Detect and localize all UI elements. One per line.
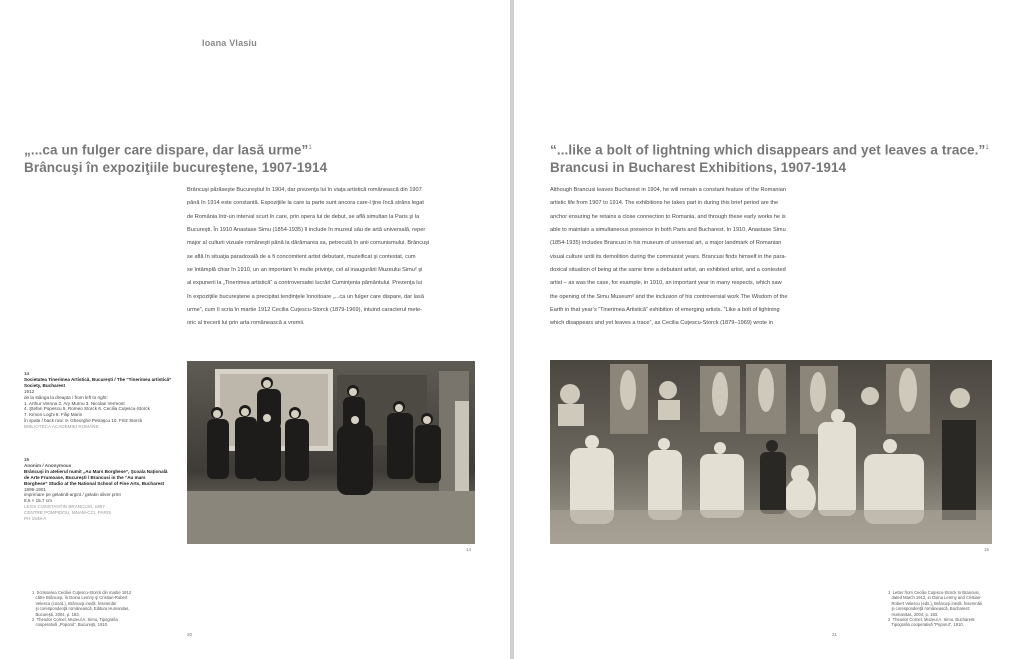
caption-year: 1912 — [24, 388, 35, 394]
caption-number: 15 — [24, 457, 30, 462]
left-page — [0, 0, 510, 659]
body-line: (1854-1935) includes Brancusi in his museum of universal art, a major landmark of Romanian — [550, 240, 782, 247]
title-footnote-ref: 1 — [308, 145, 312, 151]
page-number-right: 21 — [832, 632, 838, 637]
footnote-line: 2 Theodor Cornel, Muzeul A. Simu, Tipografia — [32, 617, 118, 623]
body-line: visual culture until its demolition during the communist years. Brancusi finds himself in the para- — [550, 253, 787, 260]
footnote-line: şi corespondenţă românească, Editura Humanitas, — [32, 606, 130, 612]
body-line: Although Brancusi leaves Bucharest in 1904, he will remain a constant feature of the Romanian — [550, 187, 787, 193]
footnote-line: Humanitas, 2004, p. 183. — [888, 611, 939, 617]
caption-line: în spate / back row: 9. Gheorghe Petraşcu 10. Fritz Storck — [24, 418, 143, 424]
body-line: Earth in that year’s “Tinerimea Artistică” exhibition of emerging artists. “Like a bolt of lightning — [550, 307, 780, 314]
body-line: the opening of the Simu Museum² and the inclusion of his controversial work The Wisdom of the — [550, 293, 788, 300]
body-line: se află în situaţia paradoxală de a fi concomitent artist debutant, muzeificat şi contestat, cum — [187, 253, 416, 260]
photo-number-label: 15 — [984, 547, 990, 552]
body-line: artistic life from 1907 to 1914. The exhibitions he takes part in during this brief period are the — [550, 200, 779, 207]
footnote-line: Velescu (coord.), Brâncuşi inedit. Însemnări — [32, 600, 117, 606]
caption-credit-line: PH 1548-A — [24, 516, 47, 522]
footnotes-en — [888, 590, 1018, 628]
page-number-left: 20 — [187, 632, 193, 637]
footnotes-ro — [32, 590, 182, 628]
body-line: major al culturii vizuale româneşti până la dărâmarea sa, petrecută în anii comunismului. Brâncuşi — [187, 240, 430, 247]
body-line: al expunerii la „Tinerimea artistică” a controversatei lucrări Cuminţenia pământului. Prezenţa lui — [187, 280, 422, 287]
footnote-line: cooperativă „Poporul”, Bucureşti, 1910. — [32, 622, 109, 628]
caption-line: 7. Kimon Loghi 8. Filip Marin — [24, 412, 83, 418]
caption-author: Anonim / Anonymous — [24, 462, 72, 468]
body-line: de România într-un interval scurt în care, prin opera lui de debut, se află simultan la Paris şi la — [187, 213, 420, 220]
body-line: doxical situation of being at the same time a debutant artist, an exhibited artist, and a contested — [550, 267, 786, 274]
footnote-line: 1 Scrisoarea Ceciliei Cuţescu-Storck din martie 1912 — [32, 590, 132, 595]
caption-line: 4. Ştefan Popescu 5. Romeo Storck 6. Cecilia Cuţescu-Storck — [24, 406, 150, 412]
body-line: urme”, cum îi scria în martie 1912 Cecilia Cuţescu-Storck (1879-1969), intuind caracterul mete- — [187, 307, 423, 314]
body-line: până în 1914 este constantă. Expoziţiile la care ia parte sunt ancora care-l ţine încă strâns legat — [187, 200, 424, 207]
caption-credit-line: CENTRE POMPIDOU, MNAM-CCI, PARIS — [24, 510, 112, 516]
title-footnote-ref: 1 — [985, 145, 989, 151]
footnote-line: Robert Velescu (eds.), Brâncuşi inedit. Însemnări — [888, 600, 983, 606]
caption-title: Societatea Tinerimea Artistică, Bucureşti / The “Tinerimea artistică” Society, Bucharest — [24, 376, 172, 388]
body-line: se întâmplă chiar în 1910, un an important în multe privinţe, cel al inaugurării Muzeului Simu² şi — [187, 267, 423, 274]
body-line: Brâncuşi părăseşte Bucureştiul în 1904, dar prezenţa lui în viaţa artistică românească din 1907 — [187, 187, 422, 193]
group-portrait-photo — [187, 361, 475, 544]
title-line-2: Brâncuşi în expoziţiile bucureştene, 1907-1914 — [24, 159, 328, 175]
footnote-line: Bucureşti, 2004, p. 183. — [32, 611, 80, 617]
caption-year: 1899-1901 — [24, 486, 46, 492]
footnote-line: şi corespondenţă românească, Bucharest: — [888, 606, 970, 612]
caption-title: Brâncuşi în atelierul numit „Au Mars Borghese”, Şcoala Naţională de Arte Frumoase, Bucureşti / Brancusi in the “Au mars Borghese” Studio at the National School of Fine Arts, Bucharest — [24, 468, 168, 486]
photo-number-label: 14 — [466, 547, 472, 552]
title-line-2: Brancusi in Bucharest Exhibitions, 1907-1914 — [550, 159, 847, 175]
body-line: Bucureşti. În 1910 Anastase Simu (1854-1935) îl include în muzeul său de artă universală, reper — [187, 227, 426, 234]
footnote-line: 1 Letter from Cecilia Cuţescu-Storck to Brancusi, — [888, 590, 980, 595]
studio-photo — [550, 360, 992, 544]
caption-line: 1. Arthur Verona 2. Ary Murnu 3. Nicolae Vermont — [24, 400, 125, 406]
caption-14 — [24, 371, 174, 430]
caption-credit-line: LEGS CONSTANTIN BRANCUSI, 1957 — [24, 504, 105, 510]
body-line: anchor ensuring he retains a close connection to Romania, and through these early works he is — [550, 213, 786, 220]
author-name: Ioana Vlasiu — [202, 38, 257, 48]
body-text-ro — [187, 184, 475, 331]
caption-size: 8,6 × 15,7 cm — [24, 498, 52, 504]
body-line: which disappears and yet leaves a trace”, as Cecilia Cuţescu-Storck (1879–1969) wrote in — [550, 320, 773, 327]
body-line: artist – as was the case, for example, in 1910, an important year in many respects, which saw — [550, 280, 782, 287]
body-line: oric al trecerii lui prin arta românească a vremii. — [187, 320, 305, 327]
caption-number: 14 — [24, 371, 30, 376]
caption-15 — [24, 457, 169, 522]
footnote-line: dated March 1912, in Doina Lemny and Cristian- — [888, 595, 982, 601]
caption-credit — [24, 504, 169, 522]
title-line-1: „...ca un fulger care dispare, dar lasă urme” — [24, 142, 309, 158]
caption-credit: BIBLIOTECA ACADEMIEI ROMÂNE — [24, 424, 99, 430]
title-line-1: “...like a bolt of lightning which disappears and yet leaves a trace.” — [550, 142, 986, 158]
body-line: able to maintain a simultaneous presence in both Paris and Bucharest. In 1910, Anastase Simu — [550, 227, 786, 234]
body-text-en — [550, 184, 840, 331]
footnote-line: 2 Theodor Cornel, Muzeul A. Simu, Bucharest: — [888, 617, 976, 623]
footnote-line: către Brâncuşi, în Doina Lemny şi Cristian-Robert — [32, 595, 128, 601]
footnote-line: Tipografia cooperativă “Poporul”, 1910. — [888, 622, 964, 628]
right-page — [514, 0, 1024, 659]
caption-lines — [24, 395, 174, 425]
caption-line: de la stânga la dreapta / from left to right: — [24, 394, 108, 400]
chapter-title-ro — [24, 140, 444, 176]
chapter-title-en — [550, 140, 1020, 176]
caption-medium: imprimare pe gelatină-argint / gelatin silver print — [24, 492, 121, 498]
body-line: în expoziţiile bucureştene a precipitat tendinţele înnoitoare „...ca un fulger care dispare, dar lasă — [187, 293, 424, 300]
